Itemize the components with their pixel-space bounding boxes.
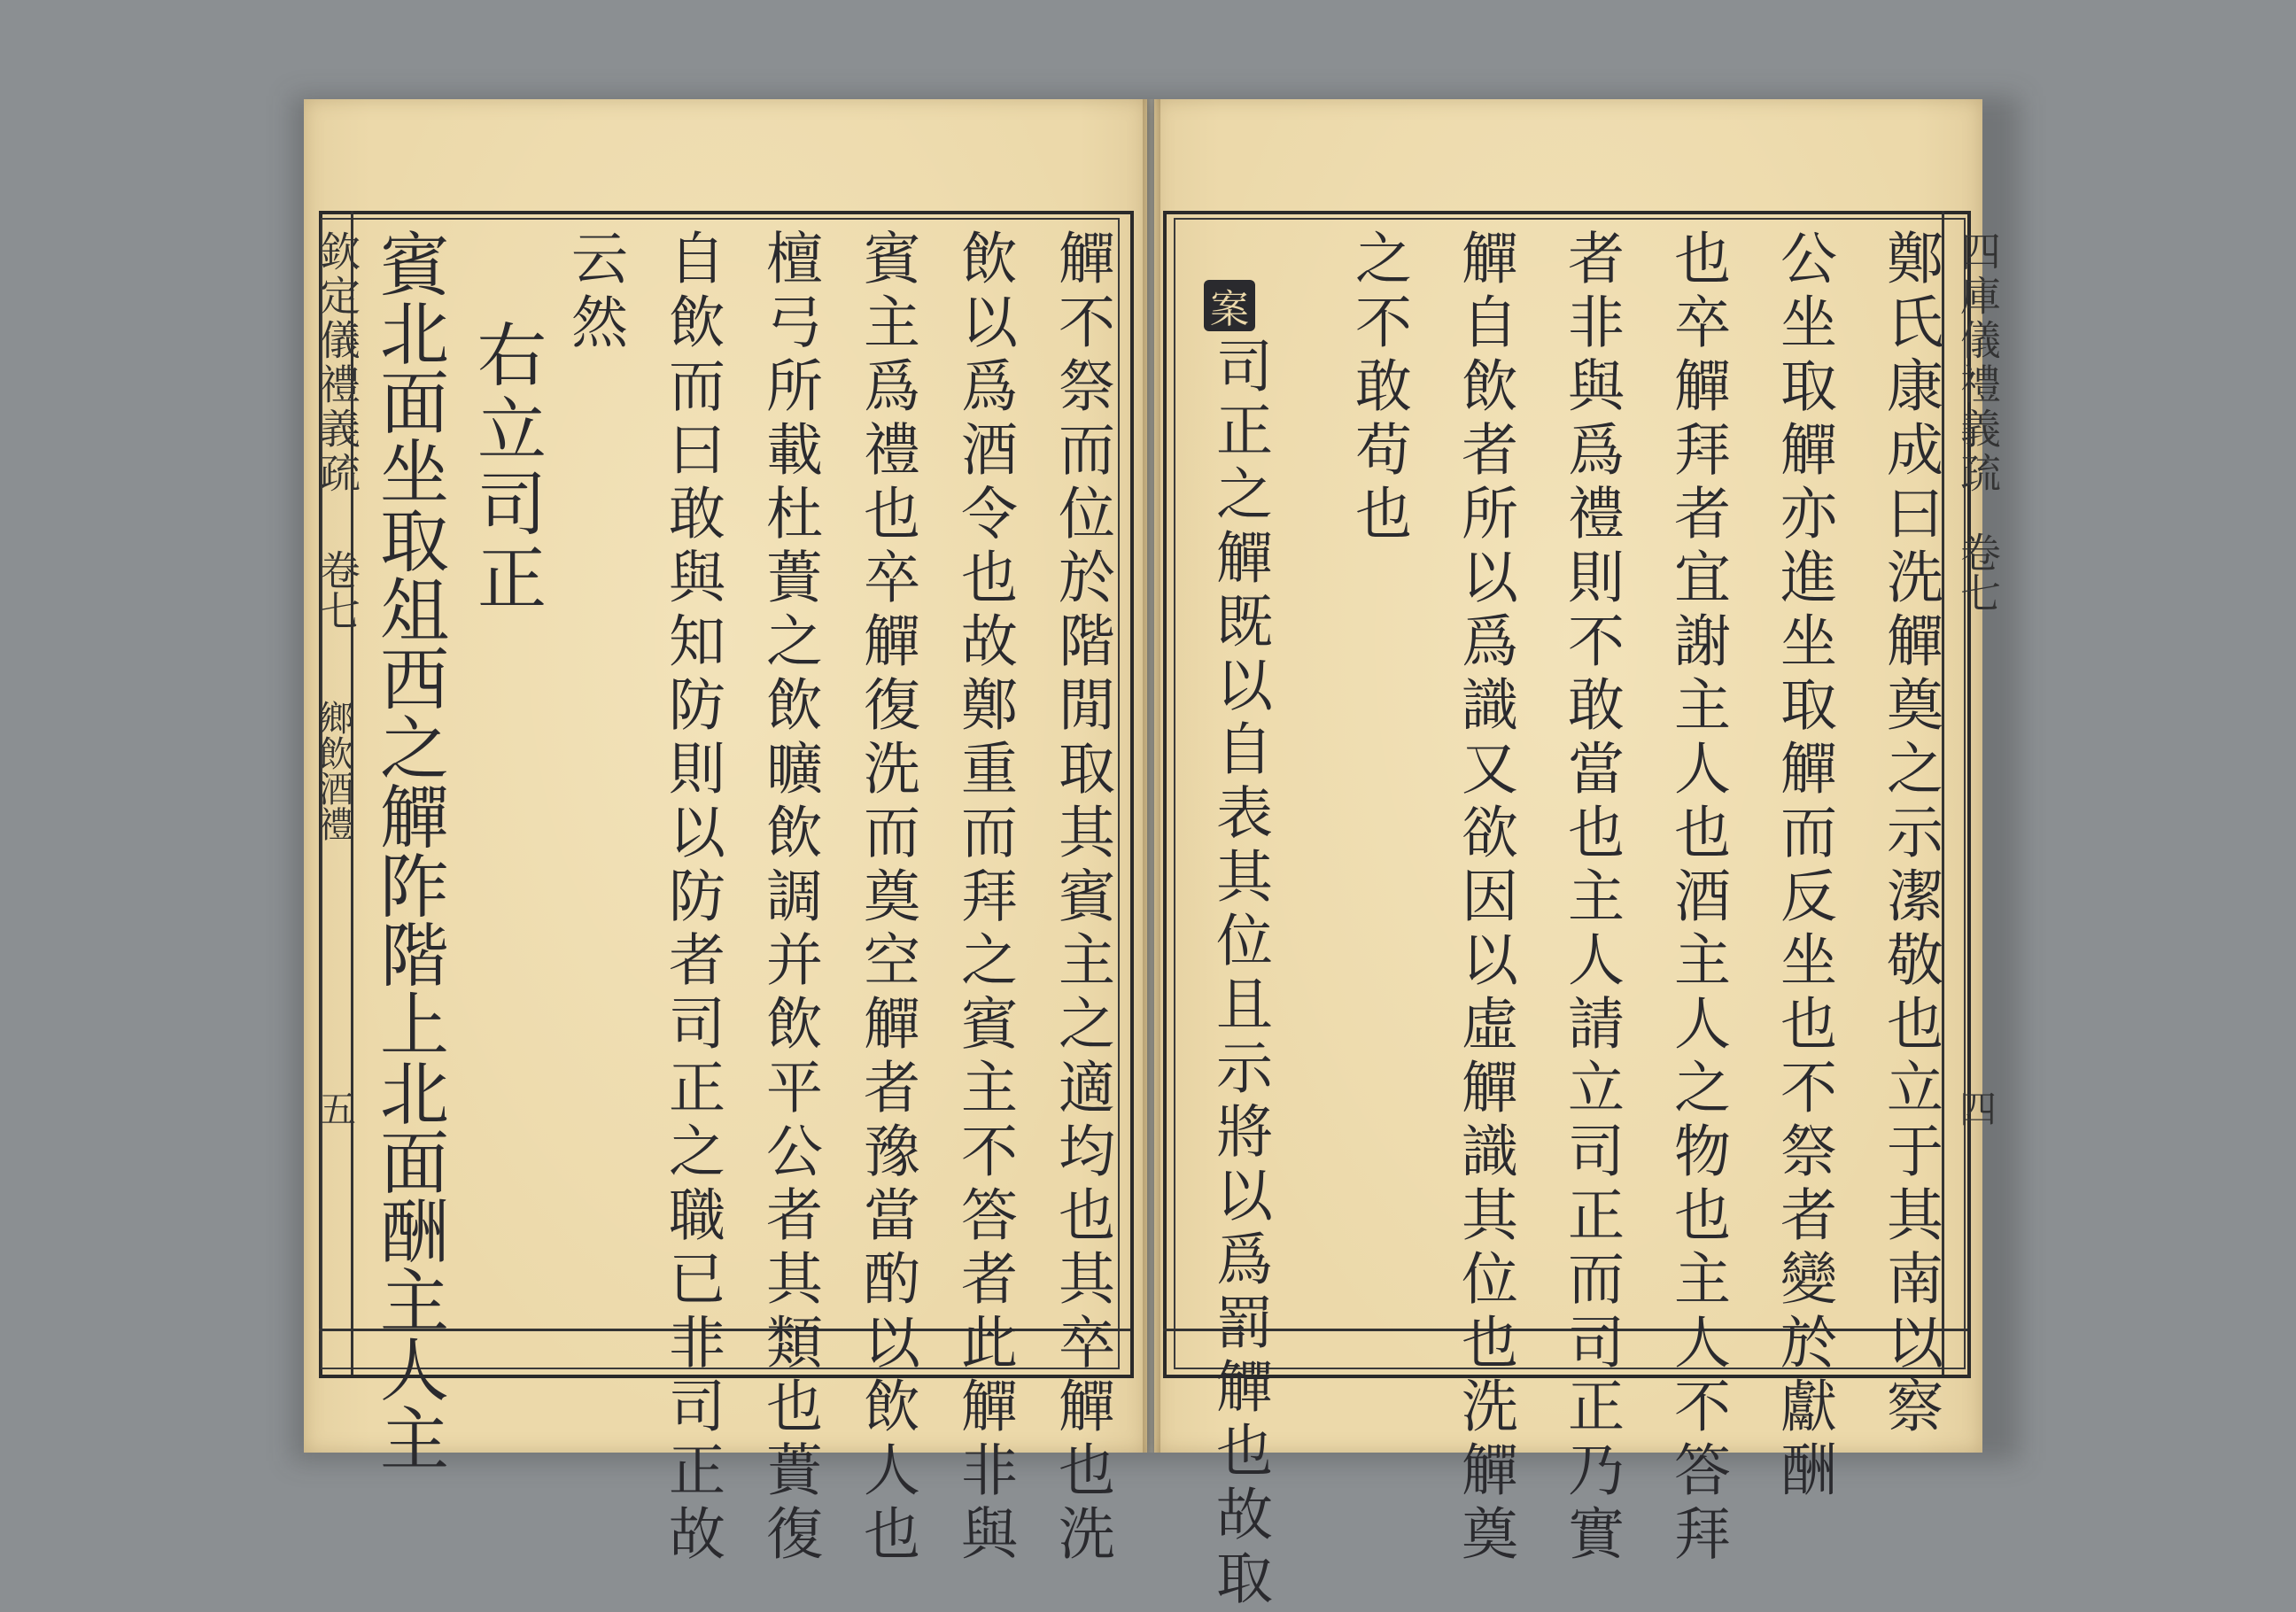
left-text-column-3: 賓主爲禮也卒觶復洗而奠空觶者豫當酌以飲人也 bbox=[854, 229, 919, 1568]
right-text-column-5: 觶自飲者所以爲識又欲因以虛觶識其位也洗觶奠 bbox=[1452, 229, 1517, 1568]
left-text-column-1: 觶不祭而位於階閒取其賓主之適均也其卒觶也洗 bbox=[1049, 229, 1114, 1568]
left-margin-section: 鄉飲酒禮 bbox=[313, 700, 353, 841]
section-heading: 右立司正 bbox=[466, 319, 546, 616]
left-large-text-column: 賓北面坐取俎西之觶阼階上北面酬主人主 bbox=[368, 229, 448, 1472]
annotation-tag-badge: 案 bbox=[1204, 280, 1255, 331]
left-folio-number: 五 bbox=[314, 1089, 357, 1127]
right-text-column-6: 之不敢苟也 bbox=[1346, 229, 1411, 547]
right-folio-number: 四 bbox=[1954, 1089, 1997, 1127]
left-text-column-4: 檀弓所載杜蕢之飲曠飲調并飲平公者其類也蕢復 bbox=[756, 229, 822, 1568]
right-margin-volume: 卷七 bbox=[1954, 531, 2002, 613]
left-margin-volume: 卷七 bbox=[314, 549, 361, 631]
right-text-column-3: 也卒觶拜者宜謝主人也酒主人之物也主人不答拜 bbox=[1664, 229, 1730, 1568]
left-text-column-6: 云然 bbox=[562, 229, 627, 356]
right-text-column-2: 公坐取觶亦進坐取觶而反坐也不祭者變於獻酬 bbox=[1771, 229, 1836, 1504]
right-text-column-7: 司正之觶既以自表其位且示將以爲罰觶也故取 bbox=[1206, 337, 1272, 1612]
right-text-column-4: 者非與爲禮則不敢當也主人請立司正而司正乃實 bbox=[1558, 229, 1624, 1568]
left-text-column-5: 自飲而曰敢與知防則以防者司正之職已非司正故 bbox=[659, 229, 725, 1568]
left-text-column-2: 飲以爲酒令也故鄭重而拜之賓主不答者此觶非與 bbox=[951, 229, 1017, 1568]
book-gutter bbox=[1143, 99, 1160, 1453]
right-margin-title: 四庫儀禮義疏 bbox=[1954, 230, 2002, 496]
left-margin-title: 欽定儀禮義疏 bbox=[314, 230, 361, 496]
right-text-column-1: 鄭氏康成曰洗觶奠之示潔敬也立于其南以察 bbox=[1877, 229, 1943, 1440]
